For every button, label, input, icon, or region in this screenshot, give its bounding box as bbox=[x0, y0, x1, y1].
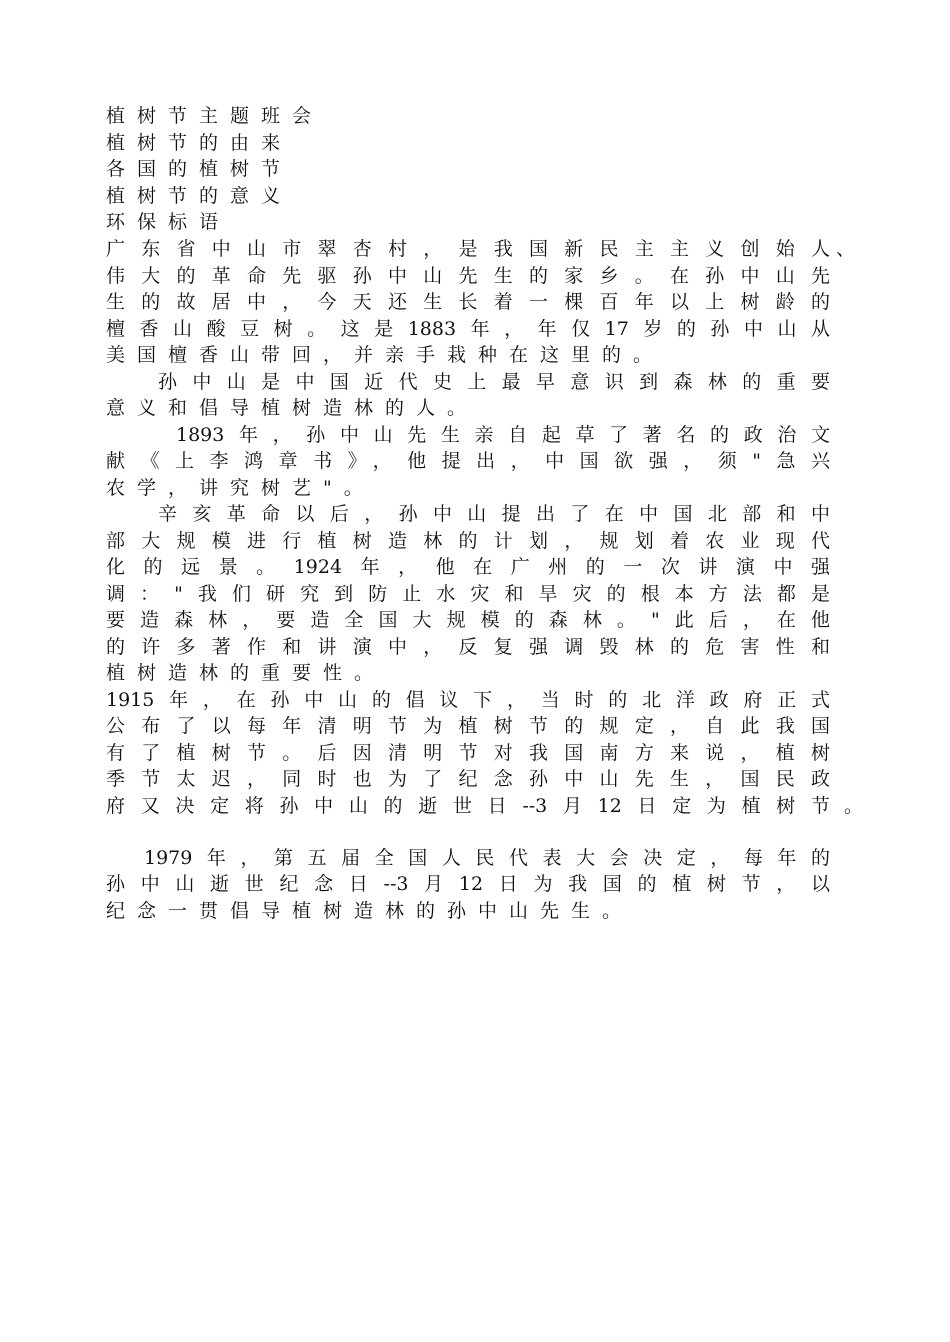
body-line: 公布了以每年清明节为植树节的规定，自此我国 bbox=[106, 715, 830, 737]
body-line: 意义和倡导植树造林的人。 bbox=[106, 397, 479, 419]
body-line: 府又决定将孙中山的逝世日--3月12日定为植树节 bbox=[106, 795, 830, 817]
heading-countries: 各国的植树节 bbox=[106, 158, 293, 180]
body-line: 伟大的革命先驱孙中山先生的家乡。在孙中山先 bbox=[106, 265, 830, 287]
body-line: 纪念一贯倡导植树造林的孙中山先生。 bbox=[106, 900, 634, 922]
body-line: 生的故居中，今天还生长着一棵百年以上树龄的 bbox=[106, 291, 830, 313]
body-line-tail: 、 bbox=[836, 238, 856, 260]
body-line: 植树造林的重要性。 bbox=[106, 662, 386, 684]
body-line: 部大规模进行植树造林的计划，规划着农业现代 bbox=[106, 530, 830, 552]
body-line: 调："我们研究到防止水灾和旱灾的根本方法都是 bbox=[106, 583, 830, 605]
body-line: 广东省中山市翠杏村，是我国新民主主义创始人 bbox=[106, 238, 830, 260]
body-line: 美国檀香山带回，并亲手栽种在这里的。 bbox=[106, 344, 665, 366]
body-line-tail: 。 bbox=[844, 795, 864, 817]
body-line: 农学，讲究树艺"。 bbox=[106, 477, 375, 499]
body-line: 1979年，第五届全国人民代表大会决定，每年的 bbox=[144, 847, 830, 869]
body-line: 献《上李鸿章书》，他提出，中国欲强，须"急兴 bbox=[106, 450, 830, 472]
body-line: 的许多著作和讲演中，反复强调毁林的危害性和 bbox=[106, 636, 830, 658]
body-line: 1915年，在孙中山的倡议下，当时的北洋政府正式 bbox=[106, 689, 830, 711]
body-line: 辛亥革命以后，孙中山提出了在中国北部和中 bbox=[158, 503, 830, 525]
heading-theme: 植树节主题班会 bbox=[106, 105, 324, 127]
body-line: 1893年，孙中山先生亲自起草了著名的政治文 bbox=[176, 424, 830, 446]
body-line: 化的远景。1924年，他在广州的一次讲演中强 bbox=[106, 556, 830, 578]
body-line: 孙中山是中国近代史上最早意识到森林的重要 bbox=[158, 371, 830, 393]
body-line: 要造森林，要造全国大规模的森林。"此后，在他 bbox=[106, 609, 830, 631]
body-line: 孙中山逝世纪念日--3月12日为我国的植树节，以 bbox=[106, 873, 830, 895]
body-line: 季节太迟，同时也为了纪念孙中山先生，国民政 bbox=[106, 768, 830, 790]
heading-meaning: 植树节的意义 bbox=[106, 185, 293, 207]
heading-origin: 植树节的由来 bbox=[106, 132, 293, 154]
heading-slogans: 环保标语 bbox=[106, 211, 231, 233]
body-line: 檀香山酸豆树。这是1883年，年仅17岁的孙中山从 bbox=[106, 318, 830, 340]
body-line: 有了植树节。后因清明节对我国南方来说，植树 bbox=[106, 742, 830, 764]
